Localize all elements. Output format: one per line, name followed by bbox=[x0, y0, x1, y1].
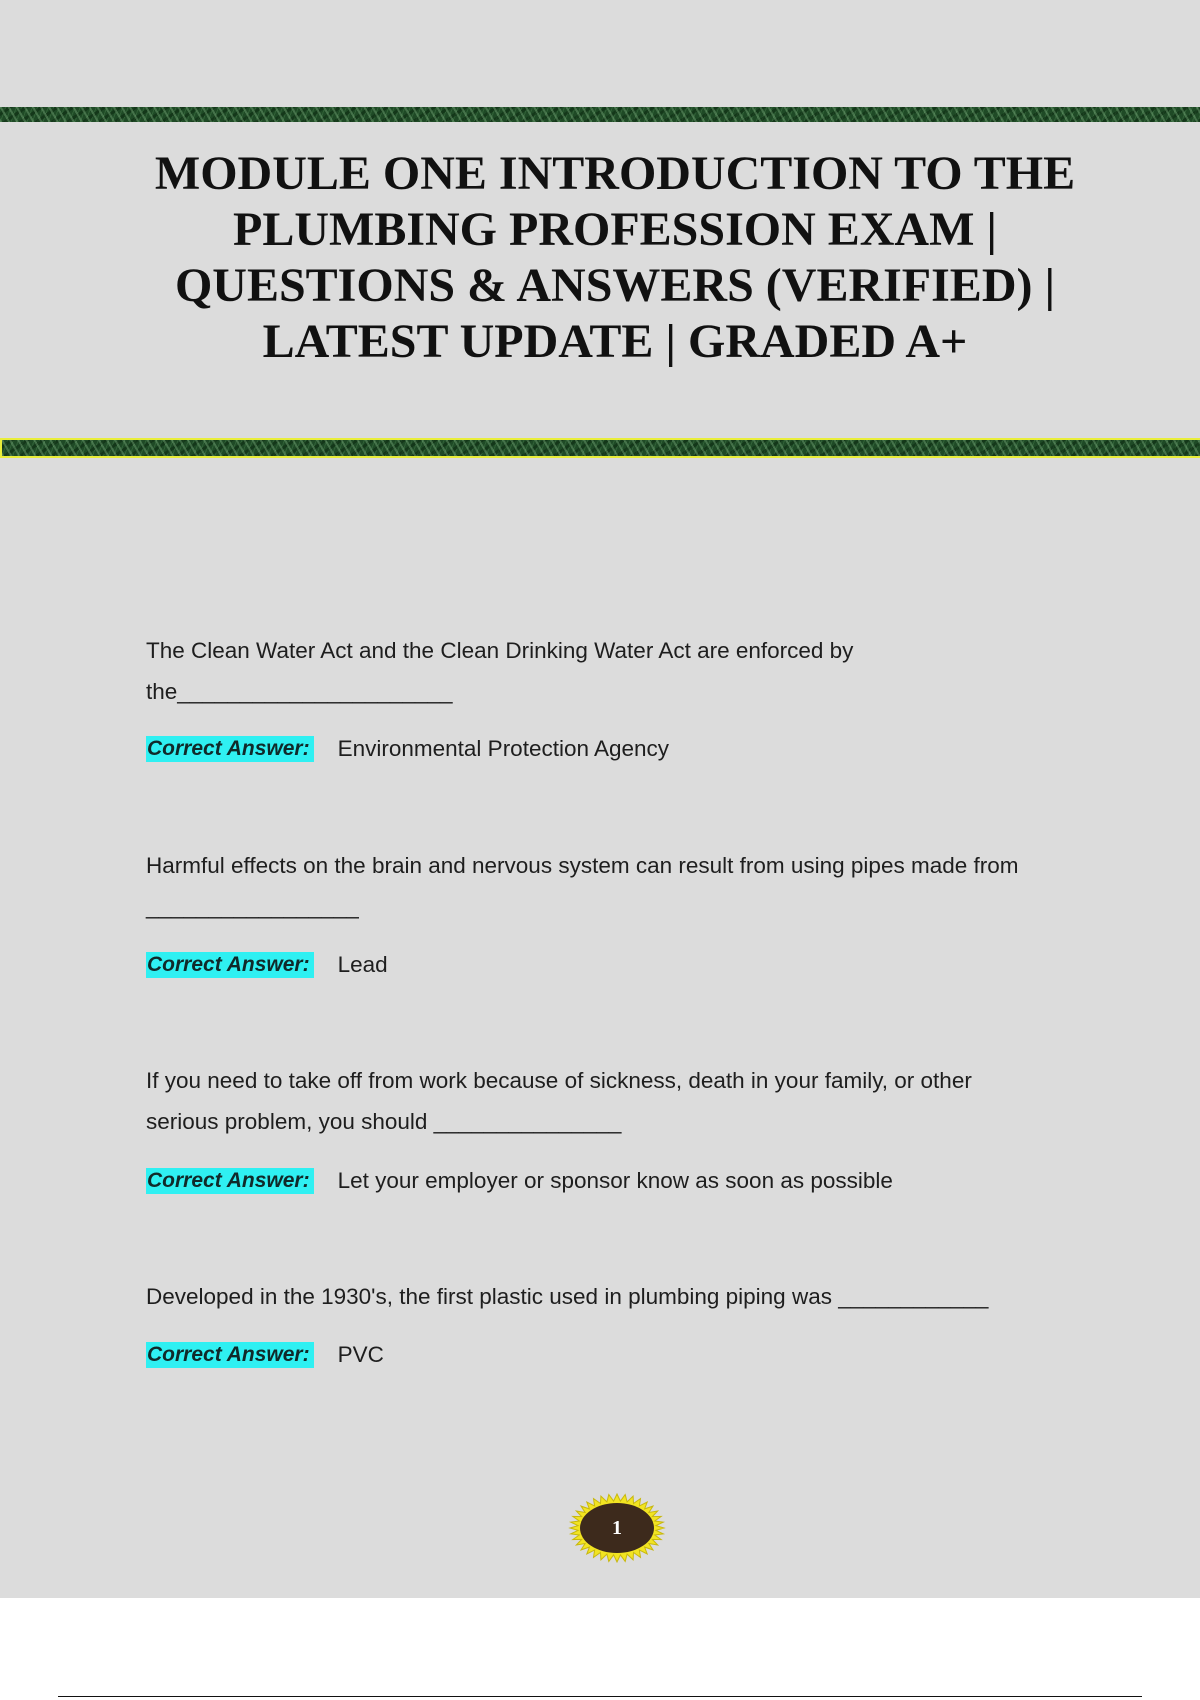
answer-text: Lead bbox=[337, 952, 388, 977]
question-text bbox=[146, 1060, 1106, 1142]
question-text bbox=[146, 1276, 1106, 1317]
question-line: the______________________ bbox=[146, 679, 453, 704]
answer-row bbox=[146, 734, 669, 764]
page-number: 1 bbox=[612, 1516, 622, 1539]
question-text bbox=[146, 630, 1106, 712]
title-line: MODULE ONE INTRODUCTION TO THE bbox=[154, 147, 1076, 200]
correct-answer-label: Correct Answer: bbox=[146, 1342, 314, 1368]
question-line: _________________ bbox=[146, 894, 359, 919]
answer-text: PVC bbox=[337, 1342, 384, 1367]
question-text bbox=[146, 845, 1106, 927]
page-number-badge bbox=[568, 1493, 666, 1563]
question-line: Harmful effects on the brain and nervous system can result from using pipes made from bbox=[146, 853, 1019, 878]
question-line: If you need to take off from work because of sickness, death in your family, or other bbox=[146, 1068, 972, 1093]
answer-row bbox=[146, 1340, 384, 1370]
answer-text: Environmental Protection Agency bbox=[337, 736, 670, 761]
title-line: QUESTIONS & ANSWERS (VERIFIED) | bbox=[174, 259, 1056, 312]
footer-rule bbox=[58, 1696, 1142, 1697]
top-decorative-bar bbox=[0, 107, 1200, 122]
answer-row bbox=[146, 1166, 893, 1196]
document-title bbox=[90, 146, 1140, 370]
question-line: The Clean Water Act and the Clean Drinking Water Act are enforced by bbox=[146, 638, 854, 663]
answer-row bbox=[146, 950, 388, 980]
question-line: Developed in the 1930's, the first plastic used in plumbing piping was ____________ bbox=[146, 1284, 989, 1309]
question-line: serious problem, you should _______________ bbox=[146, 1109, 622, 1134]
answer-text: Let your employer or sponsor know as soon as possible bbox=[337, 1168, 893, 1193]
correct-answer-label: Correct Answer: bbox=[146, 952, 314, 978]
title-line: PLUMBING PROFESSION EXAM | bbox=[233, 203, 997, 256]
title-line: LATEST UPDATE | GRADED A+ bbox=[262, 315, 968, 368]
bottom-decorative-bar bbox=[0, 438, 1200, 458]
correct-answer-label: Correct Answer: bbox=[146, 736, 314, 762]
correct-answer-label: Correct Answer: bbox=[146, 1168, 314, 1194]
